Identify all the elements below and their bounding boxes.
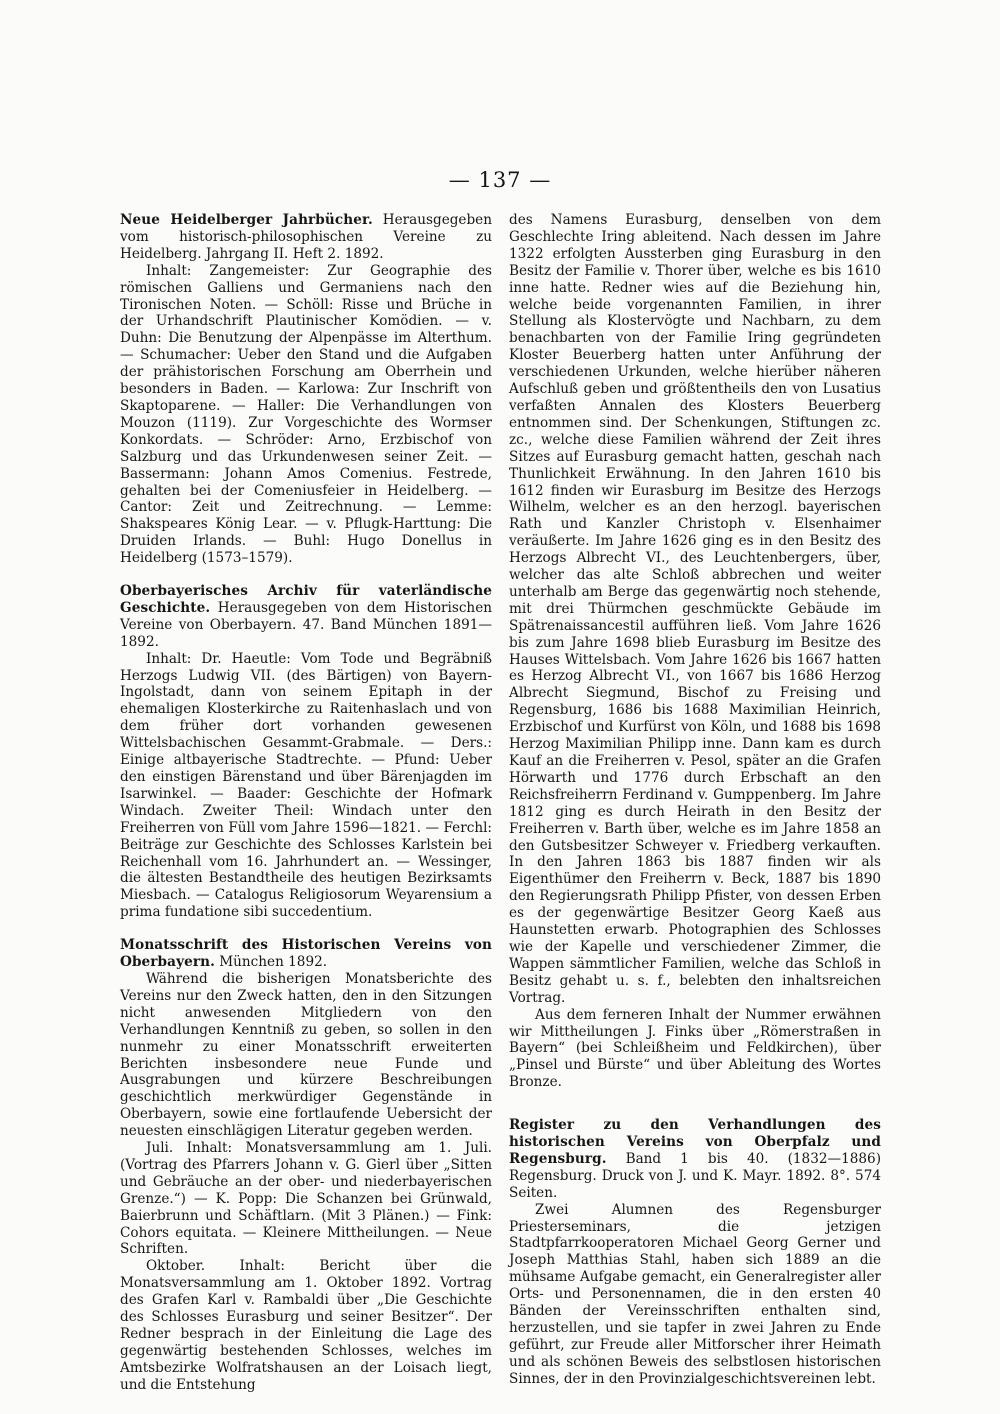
entry-paragraph: Während die bisherigen Monatsberichte des Vereins nur den Zweck hatten, den in den Sitzungen nicht anwesenden Mitgliedern von den Verhandlungen Kenntniß zu geben, so sollen in den nunmehr zu einer Monatsschrift erweiterten Berichten insbesondere neue Funde und Ausgrabungen und kürzere Beschreibungen geschichtlich merkwürdiger Gegenstände in Oberbayern, sowie eine fortlaufende Uebersicht der neuesten einschlägigen Literatur gegeben werden.: [120, 970, 492, 1140]
entry-title: Register zu den Verhandlungen des historischen Vereins von Oberpfalz und Regensburg.: [509, 1117, 881, 1167]
continuation-paragraph: des Namens Eurasburg, denselben von dem Geschlechte Iring ableitend. Nach dessen im Jahre 1322 erfolgten Aussterben ging Eurasburg in den Besitz der Familie v. Thorer über, welche es bis 1610 inne hatte. Redner wies auf die Beziehung hin, welche beide vorgenannten Familien, in ihrer Stellung als Klostervögte und Nachbarn, zu dem benachbarten von der Familie Iring gegründeten Kloster Beuerberg hatten unter Anführung der verschiedenen Urkunden, welche hierüber näheren Aufschluß geben und größtentheils den von Lusatius verfaßten Annalen des Klosters Beuerberg entnommen sind. Der Schenkungen, Stiftungen zc. zc., welche diese Familien während der Zeit ihres Sitzes auf Eurasburg gemacht hatten, geschah nach Thunlichkeit Erwähnung. In den Jahren 1610 bis 1612 finden wir Eurasburg im Besitze des Herzogs Wilhelm, welcher es an den herzogl. bayerischen Rath und Kanzler Christoph v. Elsenhaimer veräußerte. Im Jahre 1626 ging es in den Besitz des Herzogs Albrecht VI., des Leuchtenbergers, über, welcher das alte Schloß abbrechen und weiter unterhalb am Berge das gegenwärtig noch stehende, mit drei Thürmchen geschmückte Gebäude im Spätrenaissancestil aufführen ließ. Vom Jahre 1626 bis zum Jahre 1698 blieb Eurasburg im Besitze des Hauses Wittelsbach. Vom Jahre 1626 bis 1667 hatten es Herzog Albrecht VI., von 1667 bis 1686 Herzog Albrecht Siegmund, Bischof zu Freising und Regensburg, 1686 bis 1688 Maximilian Heinrich, Erzbischof und Kurfürst von Köln, und 1688 bis 1698 Herzog Maximilian Philipp inne. Dann kam es durch Kauf an die Freiherren v. Pesol, später an die Grafen Hörwarth und 1776 durch Erbschaft an den Reichsfreiherrn Ferdinand v. Gumppenberg. Im Jahre 1812 ging es durch Heirath in den Besitz der Freiherren v. Barth über, welche es im Jahre 1858 an den Gutsbesitzer Schweyer v. Friedberg verkauften. In den Jahren 1863 bis 1887 finden wir als Eigenthümer den Freiherrn v. Beck, 1887 bis 1890 den Regierungsrath Philipp Pfister, von dessen Erben es der gegenwärtige Besitzer Georg Kaeß aus Haunstetten erwarb. Photographien des Schlosses wie der Kapelle und verschiedener Zimmer, die Wappen sämmtlicher Familien, welche das Schloß in Besitz gehabt u. s. f., belebten den inhaltsreichen Vortrag.: [509, 212, 881, 1006]
entry-heading: [120, 212, 492, 263]
entry-paragraph: Oktober. Inhalt: Bericht über die Monatsversammlung am 1. Oktober 1892. Vortrag des Grafen Karl v. Rambaldi über „Die Geschichte des Schlosses Eurasburg und seiner Besitzer“. Der Redner besprach in der Einleitung die Lage des gegenwärtig bestehenden Schlosses, welches im Amtsbezirke Wolfratshausen an der Loisach liegt, und die Entstehung: [120, 1258, 492, 1393]
continuation-paragraph: Aus dem ferneren Inhalt der Nummer erwähnen wir Mittheilungen J. Finks über „Römerstraßen in Bayern“ (bei Schleißheim und Feldkirchen), über „Pinsel und Bürste“ und über Ableitung des Wortes Bronze.: [509, 1006, 881, 1091]
entry-paragraph: Zwei Alumnen des Regensburger Priesterseminars, die jetzigen Stadtpfarrkooperatoren Michael Georg Gerner und Joseph Matthias Stahl, haben sich 1889 an die mühsame Aufgabe gemacht, ein Generalregister aller Orts- und Personennamen, die in den ersten 40 Bänden der Vereinsschriften enthalten sind, herzustellen, und sie tapfer in zwei Jahren zu Ende geführt, zur Freude aller Mitforscher ihrer Heimath und als schönen Beweis des selbstlosen historischen Sinnes, der in den Provinzialgeschichtsvereinen lebt.: [509, 1201, 881, 1387]
entry-paragraph: Juli. Inhalt: Monatsversammlung am 1. Juli. (Vortrag des Pfarrers Johann v. G. Gierl über „Sitten und Gebräuche an der ober- und niederbayerischen Grenze.“) — K. Popp: Die Schanzen bei Grünwald, Baierbrunn und Schäftlarn. (Mit 3 Plänen.) — Fink: Cohors equitata. — Kleinere Mittheilungen. — Neue Schriften.: [120, 1140, 492, 1258]
entry-monatsschrift: [120, 937, 492, 1393]
entry-oberbayerisches-archiv: [120, 583, 492, 921]
entry-subtitle: Herausgegeben vom historisch-philosophischen Vereine zu Heidelberg. Jahrgang II. Heft 2. 1892.: [120, 212, 492, 262]
left-column: [120, 212, 492, 1410]
entry-subtitle: München 1892.: [214, 954, 328, 971]
entry-heading: [120, 937, 492, 971]
entry-title: Neue Heidelberger Jahrbücher.: [120, 212, 373, 228]
page-number: — 137 —: [448, 168, 552, 192]
entry-title: Oberbayerisches Archiv für vaterländische Geschichte.: [120, 583, 492, 616]
entry-paragraph: Inhalt: Zangemeister: Zur Geographie des römischen Galliens und Germaniens nach den Tironischen Noten. — Schöll: Risse und Brüche in der Urhandschrift Plautinischer Komödien. — v. Duhn: Die Benutzung der Alpenpässe im Alterthum. — Schumacher: Ueber den Stand und die Aufgaben der prähistorischen Forschung am Oberrhein und besonders in Baden. — Karlowa: Zur Inschrift von Skaptoparene. — Haller: Die Verhandlungen von Mouzon (1119). Zur Vorgeschichte des Wormser Konkordats. — Schröder: Arno, Erzbischof von Salzburg und das Urkundenwesen seiner Zeit. — Bassermann: Johann Amos Comenius. Festrede, gehalten bei der Comeniusfeier in Heidelberg. — Cantor: Zeit und Zeitrechnung. — Lemme: Shakspeares König Lear. — v. Pflugk-Harttung: Die Druiden Irlands. — Buhl: Hugo Donellus in Heidelberg (1573–1579).: [120, 262, 492, 567]
entry-register-oberpfalz: [509, 1117, 881, 1388]
entry-subtitle: Band 1 bis 40. (1832—1886) Regensburg. Druck von J. und K. Mayr. 1892. 8°. 574 Seiten.: [509, 1150, 881, 1201]
entry-heading: [509, 1117, 881, 1202]
entry-heading: [120, 583, 492, 651]
entry-title: Monatsschrift des Historischen Vereins von Oberbayern.: [120, 937, 492, 971]
entry-neue-heidelberger-jahrbuecher: [120, 212, 492, 567]
entry-subtitle: Herausgegeben von dem Historischen Vereine von Oberbayern. 47. Band München 1891—1892.: [120, 599, 492, 650]
entry-paragraph: Inhalt: Dr. Haeutle: Vom Tode und Begräbniß Herzogs Ludwig VII. (des Bärtigen) von Bayern-Ingolstadt, dann von seinem Epitaph in der ehemaligen Klosterkirche zu Raitenhaslach und von dem früher dort vorhanden gewesenen Wittelsbachischen Gesammt-Grabmale. — Ders.: Einige altbayerische Stadtrechte. — Pfund: Ueber den einstigen Bärenstand und über Bärenjagden im Isarwinkel. — Baader: Geschichte der Hofmark Windach. Zweiter Theil: Windach unter den Freiherren von Füll vom Jahre 1596—1821. — Ferchl: Beiträge zur Geschichte des Schlosses Karlstein bei Reichenhall vom 16. Jahrhundert an. — Wessinger, die ältesten Bestandtheile des heutigen Bezirksamts Miesbach. — Catalogus Religiosorum Weyarensium a prima fundatione sibi succedentium.: [120, 650, 492, 921]
right-column: [509, 212, 881, 1404]
